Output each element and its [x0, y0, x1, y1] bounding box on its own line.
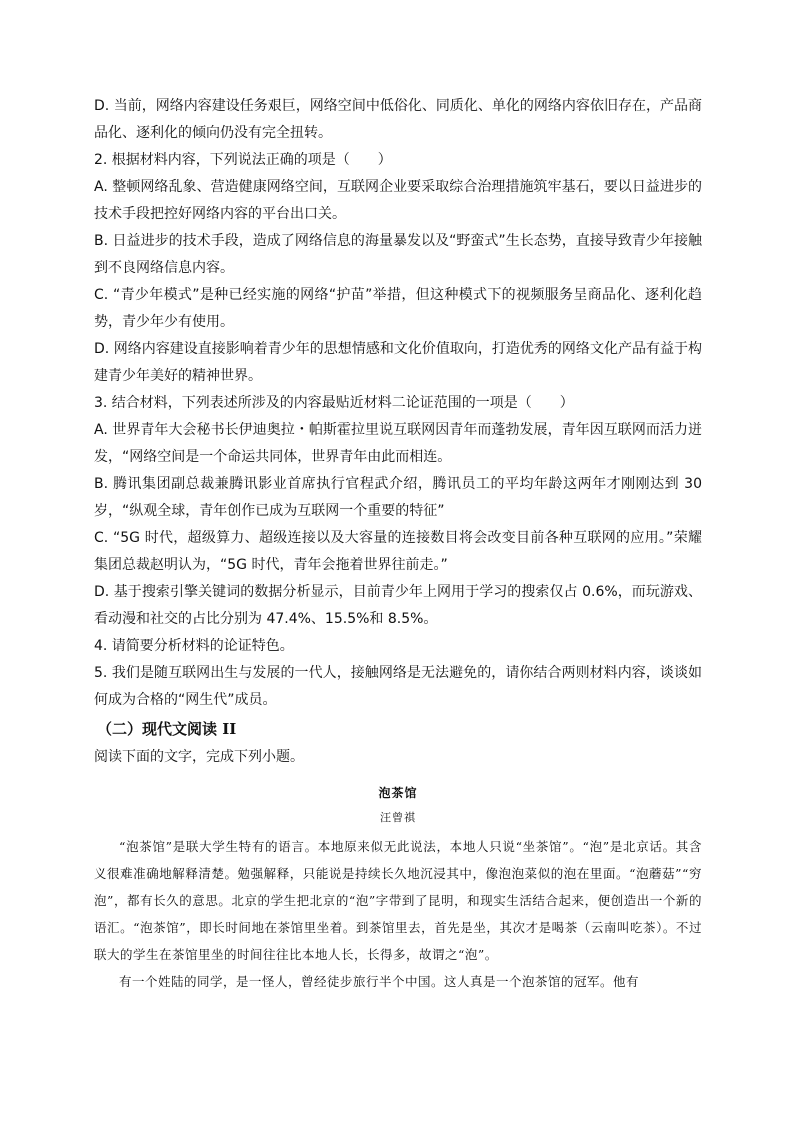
- article-paragraph: 有一个姓陆的同学，是一怪人，曾经徒步旅行半个中国。这人真是一个泡茶馆的冠军。他有: [119, 974, 640, 989]
- section-instruction: 阅读下面的文字，完成下列小题。: [94, 749, 304, 765]
- question-3-option-c: C. “5G 时代，超级算力、超级连接以及大容量的连接数目将会改变目前各种互联网的应用。”荣耀集团总裁赵明认为，“5G 时代，青年会拖着世界往前走。”: [94, 530, 702, 573]
- question-3-option-b: B. 腾讯集团副总裁兼腾讯影业首席执行官程武介绍，腾讯员工的平均年龄这两年才刚刚达到 30 岁，“纵观全球，青年创作已成为互联网一个重要的特征”: [94, 476, 702, 519]
- question-3: 3. 结合材料，下列表述所涉及的内容最贴近材料二论证范围的一项是（ ）: [94, 395, 574, 411]
- question-2: 2. 根据材料内容，下列说法正确的项是（ ）: [94, 152, 392, 168]
- article-title: 泡茶馆: [378, 786, 418, 800]
- question-5: 5. 我们是随互联网出生与发展的一代人，接触网络是无法避免的，请你结合两则材料内容，谈谈如何成为合格的“网生代”成员。: [94, 665, 702, 708]
- question-2-option-a: A. 整顿网络乱象、营造健康网络空间，互联网企业要采取综合治理措施筑牢基石，要以日益进步的技术手段把控好网络内容的平台出口关。: [94, 179, 702, 222]
- option-d-content: D. 当前，网络内容建设任务艰巨，网络空间中低俗化、同质化、单化的网络内容依旧存在，产品商品化、逐利化的倾向仍没有完全扭转。: [94, 98, 702, 141]
- question-2-option-b: B. 日益进步的技术手段，造成了网络信息的海量暴发以及“野蛮式”生长态势，直接导致青少年接触到不良网络信息内容。: [94, 233, 702, 276]
- question-3-option-d: D. 基于搜索引擎关键词的数据分析显示，目前青少年上网用于学习的搜索仅占 0.6%，而玩游戏、看动漫和社交的占比分别为 47.4%、15.5%和 8.5%。: [94, 584, 702, 627]
- question-2-option-c: C. “青少年模式”是种已经实施的网络“护苗”举措，但这种模式下的视频服务呈商品化、逐利化趋势，青少年少有使用。: [94, 287, 702, 330]
- question-3-option-a: A. 世界青年大会秘书长伊迪奥拉・帕斯霍拉里说互联网因青年而蓬勃发展，青年因互联网而活力迸发，“网络空间是一个命运共同体，世界青年由此而相连。: [94, 422, 702, 465]
- question-2-option-d: D. 网络内容建设直接影响着青少年的思想情感和文化价值取向，打造优秀的网络文化产品有益于构建青少年美好的精神世界。: [94, 341, 702, 384]
- article-author: 汪曾祺: [380, 811, 416, 824]
- section-heading: （二）现代文阅读 II: [97, 720, 237, 738]
- question-4: 4. 请简要分析材料的论证特色。: [94, 638, 294, 654]
- article-paragraph: “泡茶馆”是联大学生特有的语言。本地原来似无此说法，本地人只说“坐茶馆”。“泡”是北京话。其含义很难准确地解释清楚。勉强解释，只能说是持续长久地沉浸其中，像泡泡菜似的泡在里面。“泡蘑菇”“穷泡”，都有长久的意思。北京的学生把北京的“泡”字带到了昆明，和现实生活结合起来，便创造出一个新的语汇。“泡茶馆”，即长时间地在茶馆里坐着。到茶馆里去，首先是坐，其次才是喝茶（云南叫吃茶）。不过联大的学生在茶馆里坐的时间往往比本地人长，长得多，故谓之“泡”。: [94, 839, 702, 962]
